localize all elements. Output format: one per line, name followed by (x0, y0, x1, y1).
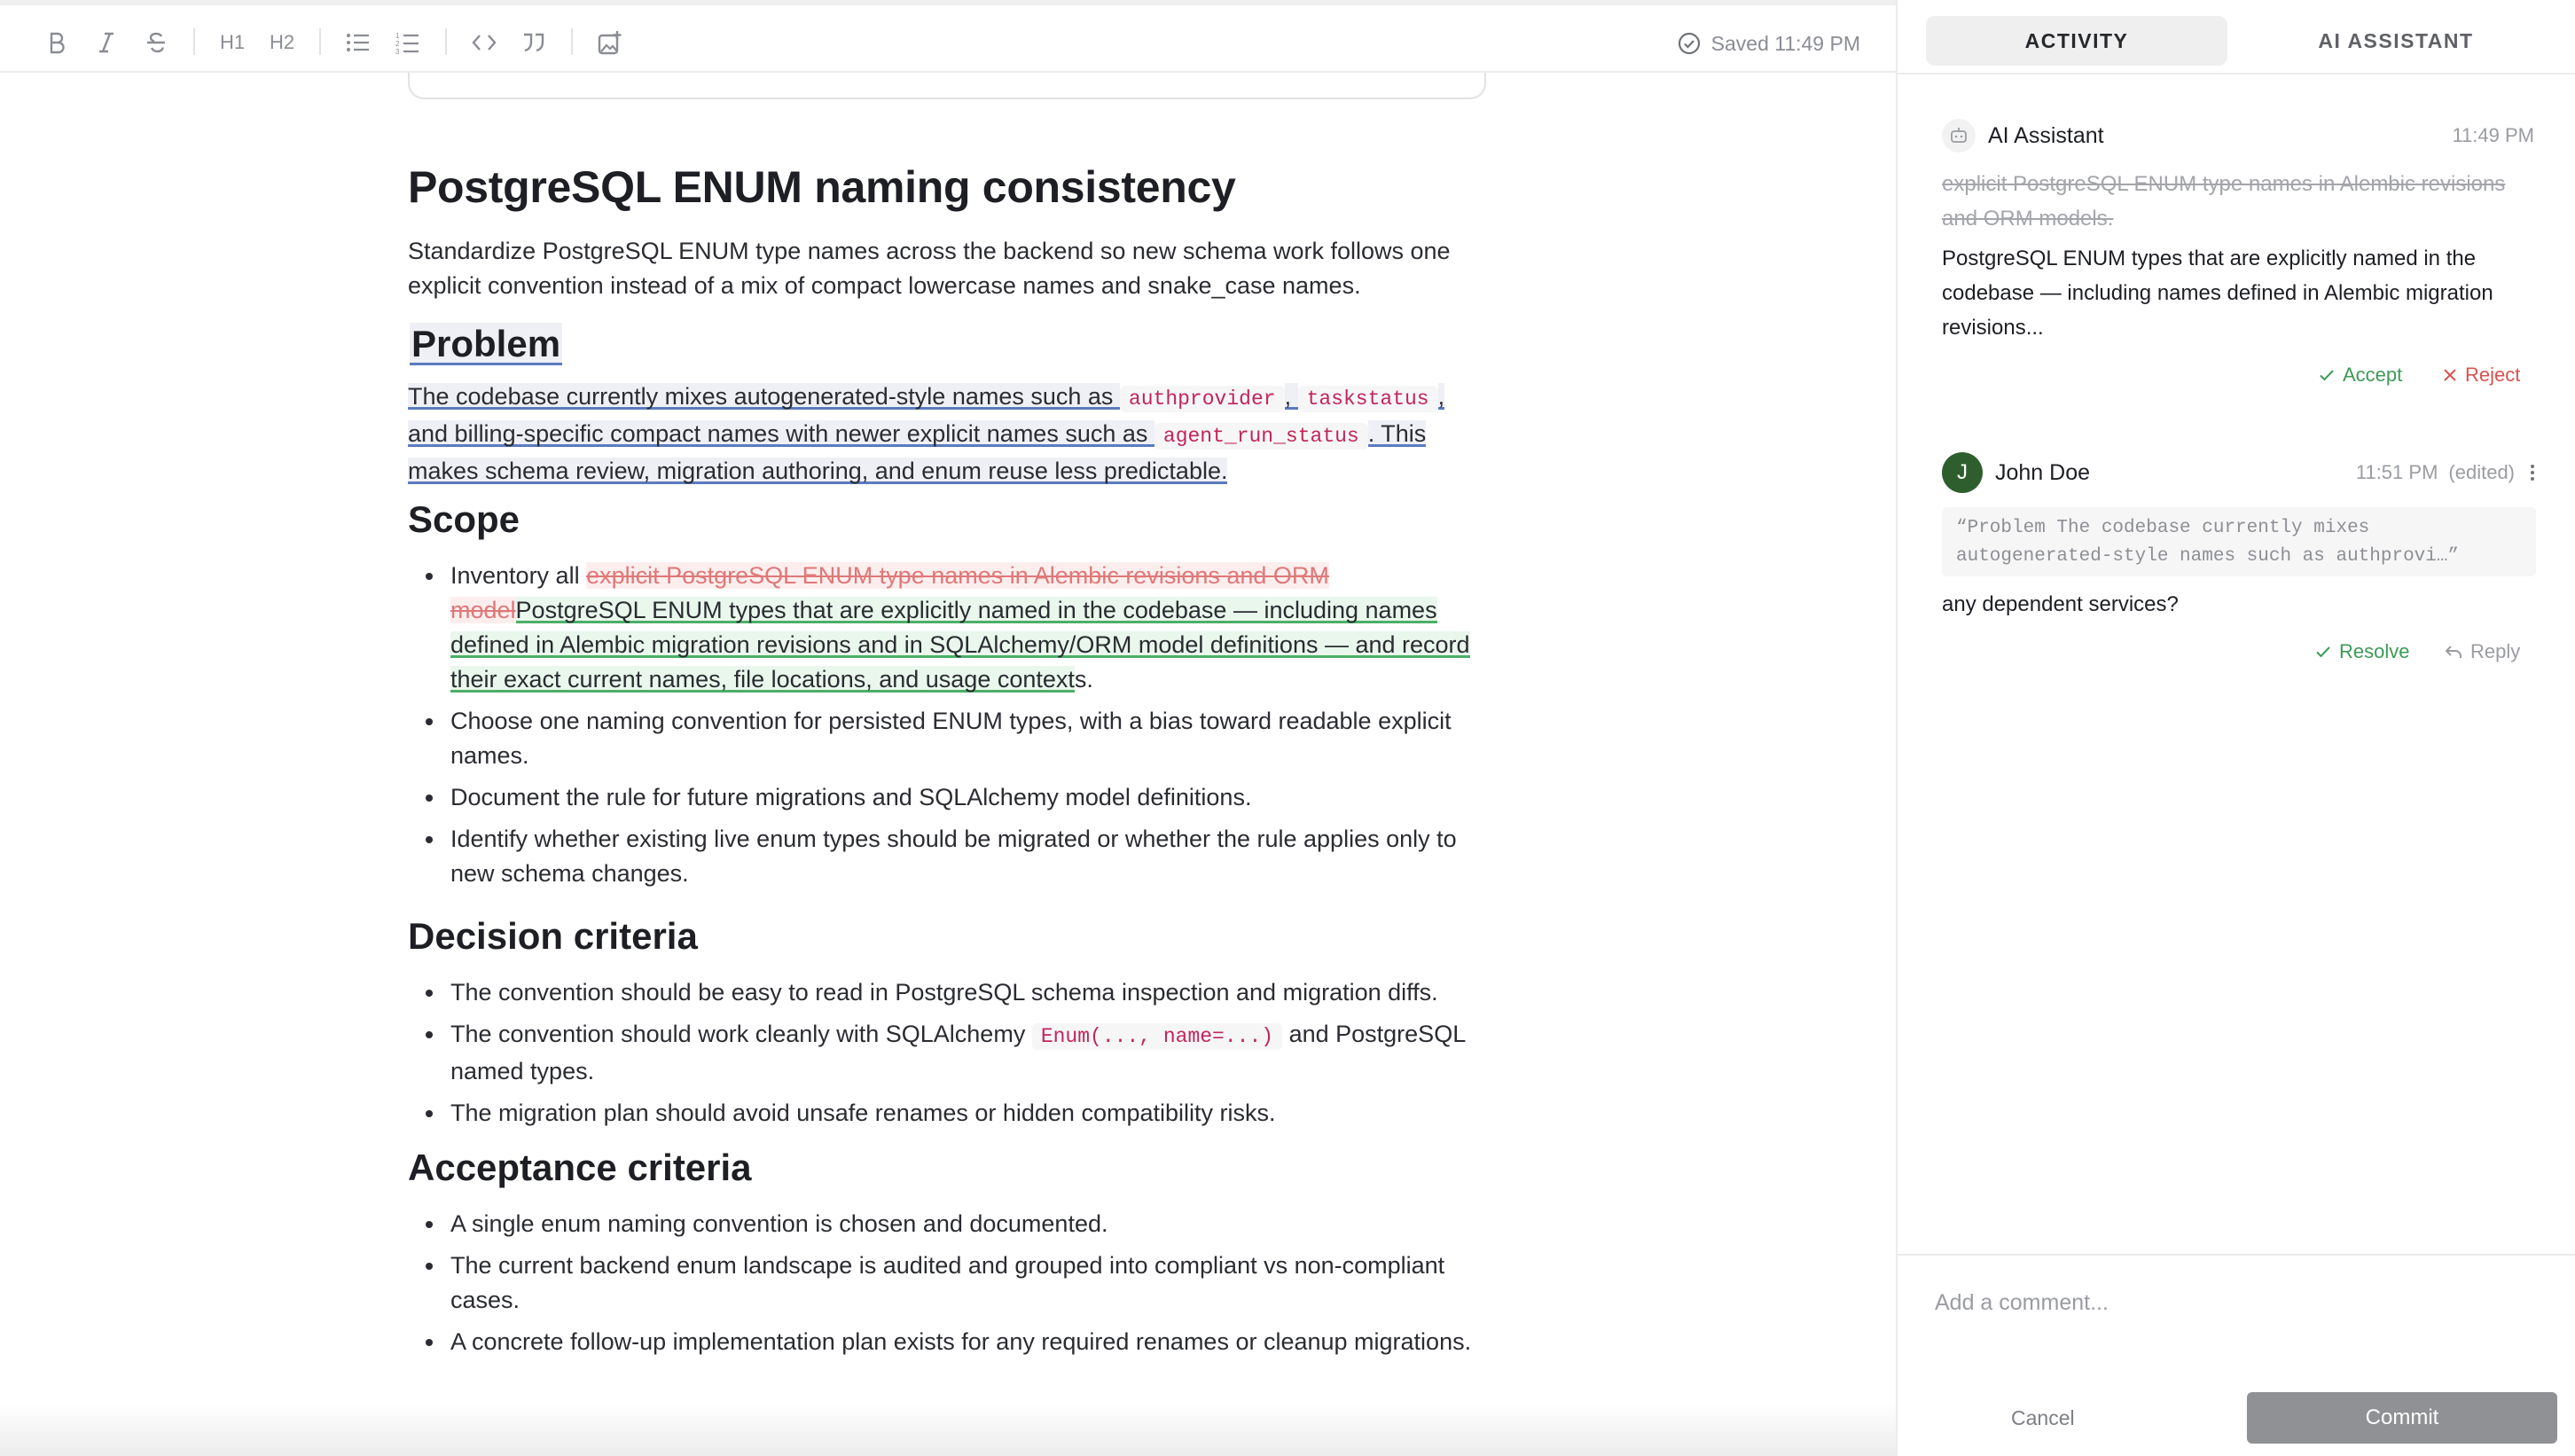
list-item[interactable] (450, 1017, 1497, 1089)
suggestion-removed-text: explicit PostgreSQL ENUM type names in Alembic revisions and ORM models. (1942, 172, 2506, 231)
insert-image-icon[interactable] (592, 25, 628, 60)
composer-divider (1898, 1254, 2575, 1256)
commit-button[interactable]: Commit (2247, 1392, 2557, 1444)
toolbar-divider (571, 28, 573, 55)
reply-button[interactable] (2444, 640, 2520, 663)
ordered-list-icon[interactable] (390, 25, 426, 60)
avatar: J (1942, 452, 1983, 493)
problem-paragraph[interactable] (408, 380, 1490, 489)
heading2-label: H2 (269, 31, 295, 53)
ai-comment-header (1942, 119, 2534, 153)
panel-tabs (1926, 16, 2547, 66)
heading1-label: H1 (219, 31, 246, 53)
check-icon (2314, 643, 2332, 661)
problem-heading[interactable]: Problem (411, 323, 561, 364)
heading1-button[interactable] (215, 25, 250, 60)
bold-icon[interactable] (39, 25, 74, 60)
check-icon (2318, 366, 2336, 384)
edited-label: (edited) (2448, 461, 2515, 483)
decision-criteria-list (408, 975, 1497, 1138)
saved-text: Saved 11:49 PM (1710, 31, 1860, 55)
commented-text[interactable]: . This makes schema review, migration authoring, and enum reuse less predictable. (408, 420, 1427, 484)
list-item-text: s. (1074, 666, 1093, 693)
user-comment-header (1942, 452, 2534, 493)
check-circle-icon (1678, 32, 1701, 55)
acceptance-criteria-heading[interactable]: Acceptance criteria (408, 1147, 752, 1188)
comment-author: John Doe (1995, 459, 2091, 485)
cancel-button[interactable]: Cancel (2011, 1405, 2075, 1429)
list-item[interactable] (450, 559, 1497, 697)
decision-criteria-heading[interactable]: Decision criteria (408, 915, 698, 957)
tabs-divider (1898, 73, 2575, 74)
more-options-icon[interactable] (2531, 465, 2534, 481)
list-item-text: and PostgreSQL named types. (450, 1021, 1466, 1084)
list-item[interactable]: The migration plan should avoid unsafe renames or hidden compatibility risks. (450, 1096, 1497, 1131)
suggestion-new-text: PostgreSQL ENUM types that are explicitly named in the codebase — including names defined in Alembic migration revisions... (1942, 247, 2493, 340)
comment-body: any dependent services? (1942, 592, 2179, 616)
list-item-text: Inventory all (450, 562, 587, 589)
bullet-list-icon[interactable] (340, 25, 376, 60)
suggested-insertion[interactable]: PostgreSQL ENUM types that are explicitly named in the codebase — including names defined in Alembic migration revisions and in SQLAlchemy/ORM model definitions — and record their exact current names, file locations, and usage context (450, 597, 1470, 693)
accept-button[interactable] (2318, 364, 2402, 387)
reject-label: Reject (2465, 364, 2521, 386)
bottom-fade (0, 1403, 1896, 1456)
commented-text[interactable]: , (1284, 383, 1298, 410)
scope-heading[interactable]: Scope (408, 498, 520, 540)
reply-label: Reply (2470, 640, 2521, 662)
comment-input[interactable] (1933, 1282, 2540, 1323)
inline-code: Enum(..., name=...) (1032, 1023, 1282, 1050)
resolve-label: Resolve (2339, 640, 2410, 662)
italic-icon[interactable] (89, 25, 124, 60)
list-item[interactable]: Choose one naming convention for persisted ENUM types, with a bias toward readable explicit names. (450, 704, 1497, 773)
save-status (1678, 28, 1860, 59)
reply-icon (2444, 643, 2463, 661)
tab-activity[interactable]: ACTIVITY (1926, 16, 2227, 66)
intro-paragraph[interactable]: Standardize PostgreSQL ENUM type names across the backend so new schema work follows one explicit convention instead of a mix of compact lowercase names and snake_case names. (408, 238, 1451, 299)
svg-text:1: 1 (395, 32, 400, 40)
reject-button[interactable] (2442, 364, 2520, 387)
toolbar-divider (319, 28, 321, 55)
list-item[interactable]: Identify whether existing live enum types should be migrated or whether the rule applies only to new schema changes. (450, 822, 1497, 891)
accept-label: Accept (2343, 364, 2403, 386)
tab-ai-assistant[interactable]: AI ASSISTANT (2318, 28, 2474, 52)
comment-author: AI Assistant (1988, 122, 2104, 148)
robot-icon (1942, 119, 1976, 153)
quoted-text: “Problem The codebase currently mixes autogenerated-style names such as authprovi…” (1942, 507, 2536, 576)
resolve-button[interactable] (2314, 640, 2409, 663)
toolbar-divider (193, 28, 195, 55)
editor-toolbar (0, 0, 1896, 73)
toolbar-divider (445, 28, 447, 55)
embedded-block-edge (408, 73, 1486, 99)
document-editor[interactable] (0, 73, 1896, 1456)
code-icon[interactable] (466, 25, 502, 60)
commented-text[interactable]: , and billing-specific compact names with newer explicit names such as (408, 383, 1445, 447)
close-icon (2442, 367, 2458, 383)
comment-time: 11:51 PM (2355, 461, 2438, 483)
inline-code: agent_run_status (1154, 423, 1368, 450)
svg-text:2: 2 (395, 40, 400, 48)
inline-code: authprovider (1120, 386, 1285, 412)
strikethrough-icon[interactable] (138, 25, 174, 60)
list-item[interactable]: A concrete follow-up implementation plan exists for any required renames or cleanup migrations. (450, 1325, 1497, 1359)
side-panel (1896, 0, 2575, 1456)
list-item[interactable]: The convention should be easy to read in PostgreSQL schema inspection and migration diffs. (450, 975, 1497, 1010)
list-item-text: The convention should work cleanly with SQLAlchemy (450, 1021, 1032, 1047)
quote-icon[interactable] (516, 25, 552, 60)
svg-text:3: 3 (395, 48, 400, 54)
commented-text[interactable]: The codebase currently mixes autogenerated-style names such as (408, 383, 1120, 410)
heading2-button[interactable] (264, 25, 300, 60)
inline-code: taskstatus (1298, 386, 1438, 412)
comment-time: 11:49 PM (2452, 124, 2534, 146)
document-title[interactable]: PostgreSQL ENUM naming consistency (408, 162, 1236, 212)
scope-list (408, 559, 1497, 898)
suggested-deletion[interactable]: explicit PostgreSQL ENUM type names in Alembic revisions and ORM model (450, 562, 1329, 623)
list-item[interactable]: Document the rule for future migrations and SQLAlchemy model definitions. (450, 780, 1497, 815)
list-item[interactable]: The current backend enum landscape is audited and grouped into compliant vs non-compliant cases. (450, 1249, 1497, 1318)
acceptance-criteria-list (408, 1207, 1497, 1366)
list-item[interactable]: A single enum naming convention is chosen and documented. (450, 1207, 1497, 1241)
